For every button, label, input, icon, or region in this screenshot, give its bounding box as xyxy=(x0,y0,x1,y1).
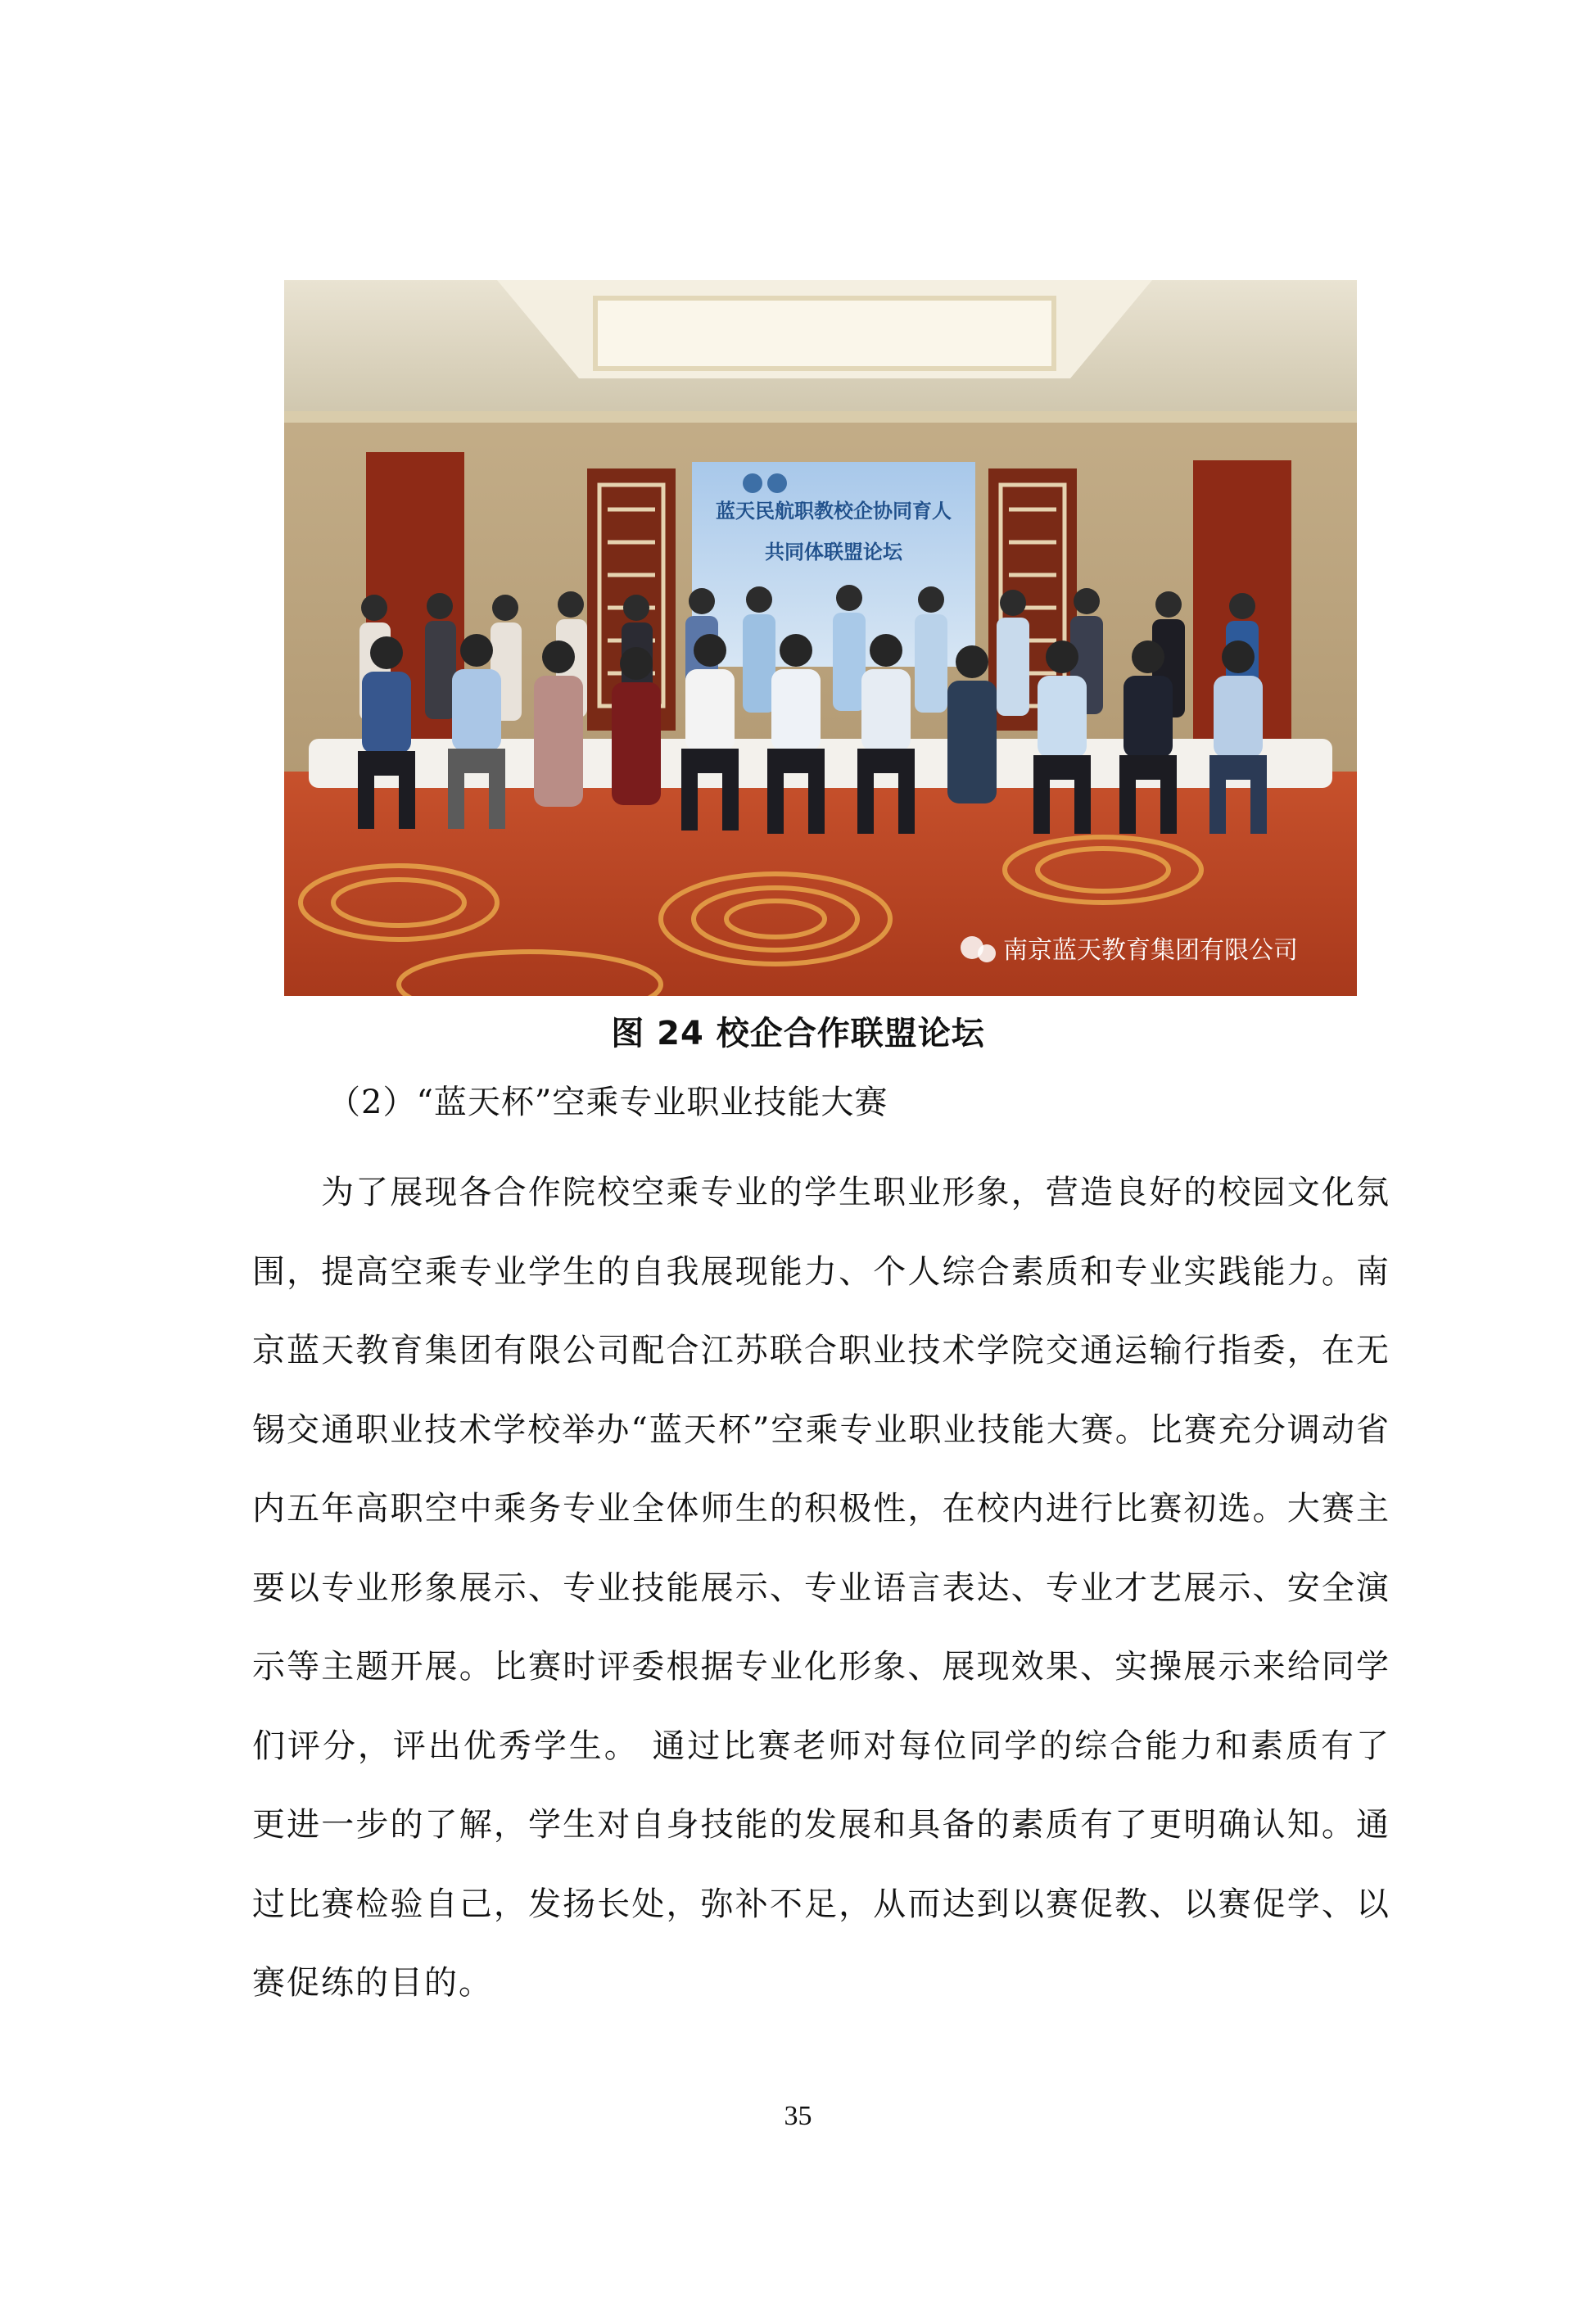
group-photo-illustration xyxy=(284,280,1357,996)
section-heading: （2）“蓝天杯”空乘专业职业技能大赛 xyxy=(328,1084,888,1121)
banner-title-line2: 共同体联盟论坛 xyxy=(765,541,902,564)
watermark xyxy=(961,936,1298,965)
group-photo xyxy=(284,280,1357,996)
page-number: 35 xyxy=(784,2101,812,2131)
body-paragraph: 为了展现各合作院校空乘专业的学生职业形象，营造良好的校园文化氛围，提高空乘专业学生的自我展现能力、个人综合素质和专业实践能力。南京蓝天教育集团有限公司配合江苏联合职业技术学院交通运输行指委，在无锡交通职业技术学校举办“蓝天杯”空乘专业职业技能大赛。比赛充分调动省内五年高职空中乘务专业全体师生的积极性，在校内进行比赛初选。大赛主要以专业形象展示、专业技能展示、专业语言表达、专业才艺展示、安全演示等主题开展。比赛时评委根据专业化形象、展现效果、实操展示来给同学们评分，评出优秀学生。 通过比赛老师对每位同学的综合能力和素质有了更进一步的了解，学生对自身技能的发展和具备的素质有了更明确认知。通过比赛检验自己，发扬长处，弥补不足，从而达到以赛促教、以赛促学、以赛促练的目的。 xyxy=(252,1174,1390,2002)
watermark-text: 南京蓝天教育集团有限公司 xyxy=(1003,936,1298,965)
banner-title-line1: 蓝天民航职教校企协同育人 xyxy=(716,500,952,523)
figure-caption: 图 24 校企合作联盟论坛 xyxy=(611,1015,985,1052)
